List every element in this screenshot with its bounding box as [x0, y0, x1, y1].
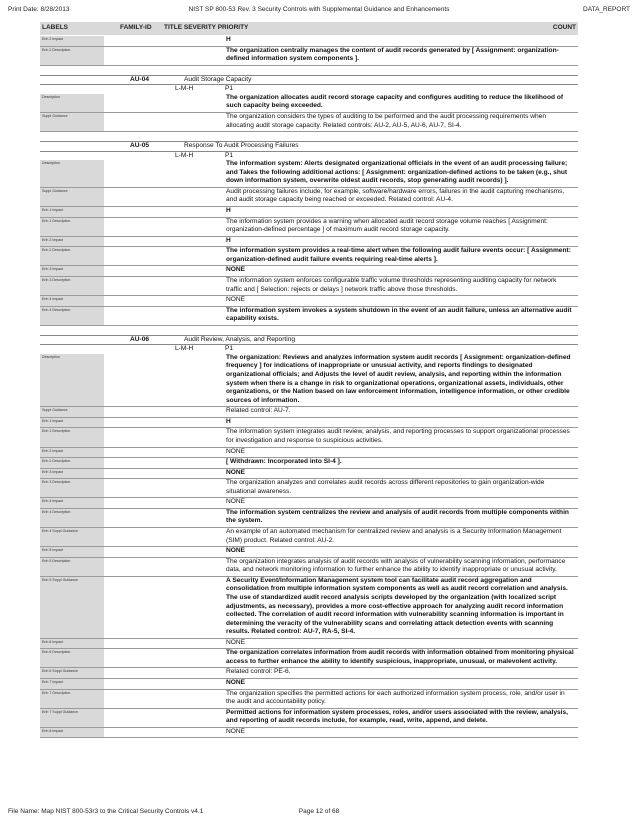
row-label: Description	[40, 160, 104, 187]
report-row	[40, 207, 578, 218]
row-value: NONE	[226, 547, 246, 555]
report-row	[40, 160, 578, 188]
row-label: Enh 4 Impact	[40, 498, 104, 508]
report-row	[40, 668, 578, 679]
report-row	[40, 418, 578, 429]
row-value: The organization correlates information from audit records with information obtained from monitoring physical access to further enhance the ability to identify suspicious, inappropriate, unusual, or malevolent activity.	[226, 649, 574, 665]
severity-priority-line	[40, 85, 578, 94]
file-name: File Name: Map NIST 800-53r3 to the Critical Security Controls v4.1	[8, 808, 204, 815]
row-spacer	[104, 528, 224, 546]
control-heading	[40, 75, 578, 86]
column-labels: LABELS	[42, 24, 68, 31]
control-name: Audit Storage Capacity	[184, 75, 252, 83]
document-title: NIST SP 800-53 Rev. 3 Security Controls with Supplemental Guidance and Enhancements	[188, 6, 450, 13]
row-value: H	[226, 236, 231, 244]
severity-priority-line	[40, 152, 578, 161]
report-row	[40, 509, 578, 528]
row-label: Enh 8 Impact	[40, 728, 104, 738]
control-indent	[40, 336, 104, 345]
report-row	[40, 479, 578, 498]
control-severity: L-M-H	[175, 85, 194, 93]
row-label: Description	[40, 94, 104, 112]
row-spacer	[104, 188, 224, 206]
report-row	[40, 709, 578, 728]
row-value: NONE	[226, 679, 246, 686]
severity-indent	[40, 345, 175, 354]
report-row	[40, 218, 578, 237]
row-label: Enh 6 Suppl Guidance	[40, 668, 104, 678]
row-value: The organization integrates analysis of audit records with analysis of vulnerability scanning information, performance data, and network monitoring information to further enhance the ability to identify inappropriate or unusual activity.	[226, 557, 566, 574]
report-row	[40, 354, 578, 407]
row-value: [ Withdrawn: Incorporated into SI-4 ].	[226, 458, 342, 466]
control-id: AU-05	[130, 142, 150, 150]
row-spacer	[104, 479, 224, 497]
control-severity: L-M-H	[175, 151, 194, 159]
report-row	[40, 428, 578, 447]
row-spacer	[104, 728, 224, 738]
row-spacer	[104, 354, 224, 406]
row-label: Suppl Guidance	[40, 407, 104, 417]
row-spacer	[104, 207, 224, 217]
section-spacer	[40, 326, 578, 335]
report-name: DATA_REPORT	[583, 6, 630, 13]
row-label: Enh 7 Impact	[40, 679, 104, 689]
row-value: The information system provides a warning when allocated audit record storage volume reaches [ Assignment: organization-defined percentage ] of maximum audit record storage capacity.	[226, 217, 548, 234]
row-label: Enh 4 Impact	[40, 296, 104, 306]
row-value: The information system invokes a system shutdown in the event of an audit failure, unless an alternative audit capability exists.	[226, 306, 572, 323]
control-indent	[40, 76, 104, 85]
row-value: NONE	[226, 266, 246, 274]
report-row	[40, 277, 578, 296]
section-spacer	[40, 66, 578, 75]
row-label: Enh 3 Impact	[40, 266, 104, 276]
control-name: Audit Review, Analysis, and Reporting	[184, 335, 296, 343]
row-value: The information system integrates audit review, analysis, and reporting processes to support organizational processes for investigation and response to suspicious activities.	[226, 428, 570, 444]
control-priority: P1	[225, 151, 234, 159]
report-row	[40, 247, 578, 266]
row-spacer	[104, 709, 224, 727]
row-value: NONE	[226, 638, 246, 646]
severity-indent	[40, 152, 175, 161]
row-spacer	[104, 277, 224, 295]
row-label: Enh 5 Description	[40, 558, 104, 576]
row-label: Enh 4 Description	[40, 307, 104, 325]
row-spacer	[104, 94, 224, 112]
row-spacer	[104, 266, 224, 276]
row-label: Enh 4 Suppl Guidance	[40, 528, 104, 546]
row-value: The organization: Reviews and analyzes information system audit records [ Assignment: organization-defined frequency ] for indications of inappropriate or unusual activity, and reports findings to designated organizational officials; and Adjusts the level of audit review, analysis, and reporting within the information system when there is a change in risk to organizational operations, organizational assets, individuals, other organizations, or the Nation based on law enforcement information, intelligence information, or other credible sources of information.	[226, 353, 571, 404]
row-value: NONE	[226, 727, 246, 735]
row-label: Enh 3 Impact	[40, 469, 104, 479]
row-spacer	[104, 237, 224, 247]
row-label: Enh 2 Impact	[40, 36, 104, 46]
print-date: Print Date: 8/28/2013	[8, 6, 70, 13]
row-value: Related control: AU-7.	[226, 407, 291, 415]
row-value: The organization allocates audit record storage capacity and configures auditing to reduce the likelihood of such capacity being exceeded.	[226, 93, 564, 110]
page-footer	[8, 808, 630, 818]
row-label: Enh 2 Description	[40, 47, 104, 65]
report-row	[40, 649, 578, 668]
report-row	[40, 407, 578, 418]
column-title-severity-priority: TITLE SEVERITY PRIORITY	[164, 24, 249, 31]
row-spacer	[104, 47, 224, 65]
report-row	[40, 469, 578, 480]
report-row	[40, 307, 578, 326]
row-label: Enh 2 Impact	[40, 448, 104, 458]
row-value: NONE	[226, 447, 246, 455]
row-label: Enh 2 Impact	[40, 237, 104, 247]
row-spacer	[104, 639, 224, 649]
report-row	[40, 558, 578, 577]
report-row	[40, 728, 578, 739]
row-spacer	[104, 247, 224, 265]
row-label: Enh 3 Description	[40, 479, 104, 497]
row-spacer	[104, 36, 224, 46]
report-row	[40, 458, 578, 469]
row-spacer	[104, 428, 224, 446]
column-header-bar	[40, 22, 578, 35]
report-row	[40, 498, 578, 509]
control-heading	[40, 141, 578, 152]
row-label: Enh 4 Description	[40, 509, 104, 527]
row-spacer	[104, 558, 224, 576]
row-value: An example of an automated mechanism for centralized review and analysis is a Security Information Management (SIM) product. Related control: AU-2.	[226, 528, 562, 544]
row-label: Enh 5 Suppl Guidance	[40, 577, 104, 638]
row-value: The organization centrally manages the content of audit records generated by [ Assignment: organization-defined information system components ].	[226, 46, 559, 63]
row-spacer	[104, 296, 224, 306]
row-value: The organization specifies the permitted actions for each authorized information system process, role, and/or user in the audit and accountability policy.	[226, 689, 565, 706]
row-label: Enh 6 Description	[40, 649, 104, 667]
control-severity: L-M-H	[175, 345, 194, 353]
report-row	[40, 237, 578, 248]
page-number: Page 12 of 68	[298, 808, 340, 815]
section-spacer	[40, 132, 578, 141]
row-spacer	[104, 679, 224, 689]
row-value: The organization considers the types of auditing to be performed and the audit processing requirements when allocating audit storage capacity. Related controls: AU-2, AU-5, AU-6, AU-7, SI-4.	[226, 112, 546, 129]
report-row	[40, 577, 578, 639]
control-priority: P1	[225, 345, 234, 353]
report-row	[40, 448, 578, 459]
row-value: Related control: PE-6.	[226, 668, 291, 676]
report-row	[40, 296, 578, 307]
control-priority: P1	[225, 85, 234, 93]
row-label: Enh 3 Description	[40, 277, 104, 295]
control-id: AU-04	[130, 75, 150, 83]
row-spacer	[104, 113, 224, 131]
control-indent	[40, 142, 104, 151]
report-body	[40, 36, 578, 738]
row-label: Enh 1 Description	[40, 218, 104, 236]
severity-indent	[40, 85, 175, 94]
row-spacer	[104, 407, 224, 417]
row-spacer	[104, 547, 224, 557]
report-row	[40, 639, 578, 650]
row-label: Enh 1 Impact	[40, 207, 104, 217]
row-spacer	[104, 218, 224, 236]
row-spacer	[104, 448, 224, 458]
row-spacer	[104, 668, 224, 678]
row-value: H	[226, 36, 231, 43]
report-row	[40, 266, 578, 277]
row-label: Enh 6 Impact	[40, 639, 104, 649]
report-row	[40, 113, 578, 132]
report-row	[40, 47, 578, 66]
control-id: AU-06	[130, 335, 150, 343]
row-value: The information system enforces configurable traffic volume thresholds representing auditing capacity for network traffic and [ Selection: rejects or delays ] network traffic above those thresholds.	[226, 276, 557, 293]
row-spacer	[104, 649, 224, 667]
row-value: NONE	[226, 296, 246, 304]
row-value: H	[226, 417, 231, 425]
row-value: A Security Event/Information Management system tool can facilitate audit record aggregation and consolidation from multiple information system components as well as audit record correlation and analysis. The use of standardized audit record analysis scripts developed by the organization (with localized script adjustments, as necessary), provides a more cost-effective approach for analyzing audit record information collected. The correlation of audit record information with vulnerability scanning information is important in determining the veracity of the vulnerability scans and correlating attack detection events with scanning results. Related control: AU-7, RA-5, SI-4.	[226, 576, 568, 636]
report-row	[40, 36, 578, 47]
row-spacer	[104, 418, 224, 428]
row-value: The organization analyzes and correlates audit records across different repositories to gain organization-wide situational awareness.	[226, 479, 545, 495]
row-spacer	[104, 307, 224, 325]
report-row	[40, 690, 578, 709]
row-label: Enh 1 Description	[40, 428, 104, 446]
report-row	[40, 94, 578, 113]
control-heading	[40, 335, 578, 346]
row-spacer	[104, 160, 224, 187]
row-label: Suppl Guidance	[40, 113, 104, 131]
column-family-id: FAMILY-ID	[120, 24, 152, 31]
row-spacer	[104, 498, 224, 508]
row-value: H	[226, 207, 231, 214]
row-value: The information system: Alerts designated organizational officials in the event of an audit processing failure; and Takes the following additional actions: [ Assignment: organization-defined actions to be taken (e.g., shut down information system, overwrite oldest audit records, stop generating audit records) ].	[226, 160, 568, 185]
row-label: Enh 5 Impact	[40, 547, 104, 557]
row-spacer	[104, 458, 224, 468]
row-label: Enh 7 Description	[40, 690, 104, 708]
row-label: Enh 2 Description	[40, 458, 104, 468]
row-label: Suppl Guidance	[40, 188, 104, 206]
row-value: The information system provides a real-time alert when the following audit failure events occur: [ Assignment: organization-defined audit failure events requiring real-time alerts ].	[226, 247, 571, 263]
row-label: Enh 7 Suppl Guidance	[40, 709, 104, 727]
row-spacer	[104, 690, 224, 708]
report-row	[40, 547, 578, 558]
report-row	[40, 679, 578, 690]
severity-priority-line	[40, 345, 578, 354]
row-label: Description	[40, 354, 104, 406]
column-count: COUNT	[552, 24, 576, 31]
row-spacer	[104, 509, 224, 527]
row-spacer	[104, 469, 224, 479]
report-row	[40, 528, 578, 547]
row-value: Permitted actions for information system processes, roles, and/or users associated with the review, analysis, and reporting of audit records include, for example, read, write, append, and delete.	[226, 708, 569, 725]
row-label: Enh 1 Impact	[40, 418, 104, 428]
row-value: The information system centralizes the review and analysis of audit records from multiple components within the system.	[226, 508, 569, 525]
control-name: Response To Audit Processing Failures	[184, 142, 299, 150]
row-value: NONE	[226, 498, 246, 506]
report-row	[40, 188, 578, 207]
row-label: Enh 2 Description	[40, 247, 104, 265]
row-value: Audit processing failures include, for example, software/hardware errors, failures in the audit capturing mechanisms, and audit storage capacity being reached or exceeded. Related control: AU-4.	[226, 187, 565, 204]
row-spacer	[104, 577, 224, 638]
row-value: NONE	[226, 468, 246, 476]
page-header	[8, 6, 630, 18]
